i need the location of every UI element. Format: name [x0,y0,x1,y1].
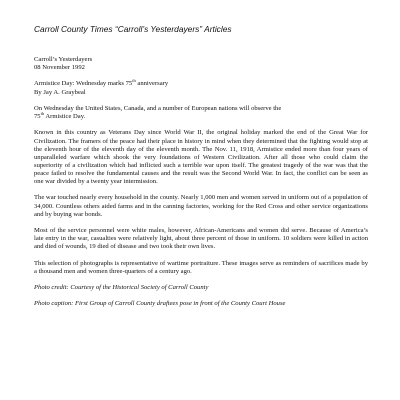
article-heading [34,80,368,96]
column-name: Carroll’s Yesterdayers [34,56,93,63]
intro-number: 75 [34,113,41,121]
intro-rest: Armistice Day. [44,113,86,121]
paragraph-photographs: This selection of photographs is representative of wartime portraiture. These images serve as reminders of sacrifices made by a thousand men and women three-quarters of a century ago. [34,259,368,275]
headline-suffix: anniversary [135,80,169,88]
paragraph-veterans-day: Known in this country as Veterans Day since World War II, the original holiday marked the end of the Great War for Civilization. The framers of the peace had their place in history in mind when they determined that the fighting would stop at the eleventh hour of the eleventh day of the eleventh month. The Nov. 11, 1918, Armistice ended more than four years of unparalleled warfare which shook the very foundations of Western Civilization. After all those who could claim the superiority of a civilization which had inflicted such a terrible war upon itself. The greatest tragedy of the war was that the peace failed to resolve the fundamental causes and the result was the Second World War. In fact, the conflict can be seen as one war divided by a twenty year intermission. [34,129,368,186]
photo-caption: Photo caption: First Group of Carroll County draftees pose in front of the County Court House [34,300,286,308]
headline-prefix: Armistice Day: Wednesday marks 75 [34,80,133,88]
paragraph-war-impact: The war touched nearly every household in the county. Nearly 1,000 men and women served in uniform out of a population of 34,000. Countless others aided farms and in the canning factories, working for the Red Cross and other service organizations and by buying war bonds. [34,194,368,218]
article-meta [34,56,368,72]
photo-credit: Photo credit: Courtesy of the Historical Society of Carroll County [34,284,209,292]
intro-line-2 [34,110,368,121]
article-headline [34,80,368,88]
article-byline: By Jay A. Graybeal [34,88,86,96]
headline-superscript: th [132,78,136,84]
article-date: 08 November 1992 [34,64,85,72]
intro-superscript: th [40,110,45,116]
article-body [34,56,368,309]
intro-line-1: On Wednesday the United States, Canada, and a number of European nations will observe the [34,104,282,112]
document-header-title: Carroll County Times “Carroll’s Yesterdayers” Articles [34,24,232,34]
intro-paragraph [34,105,368,121]
paragraph-service-personnel: Most of the service personnel were white males, however, African-Americans and women did serve. Because of America’s late entry in the war, casualties were relatively light, about three percent of those in uniform. 10 soldiers were killed in action and died of wounds, 19 died of disease and two took their own lives. [34,226,368,251]
